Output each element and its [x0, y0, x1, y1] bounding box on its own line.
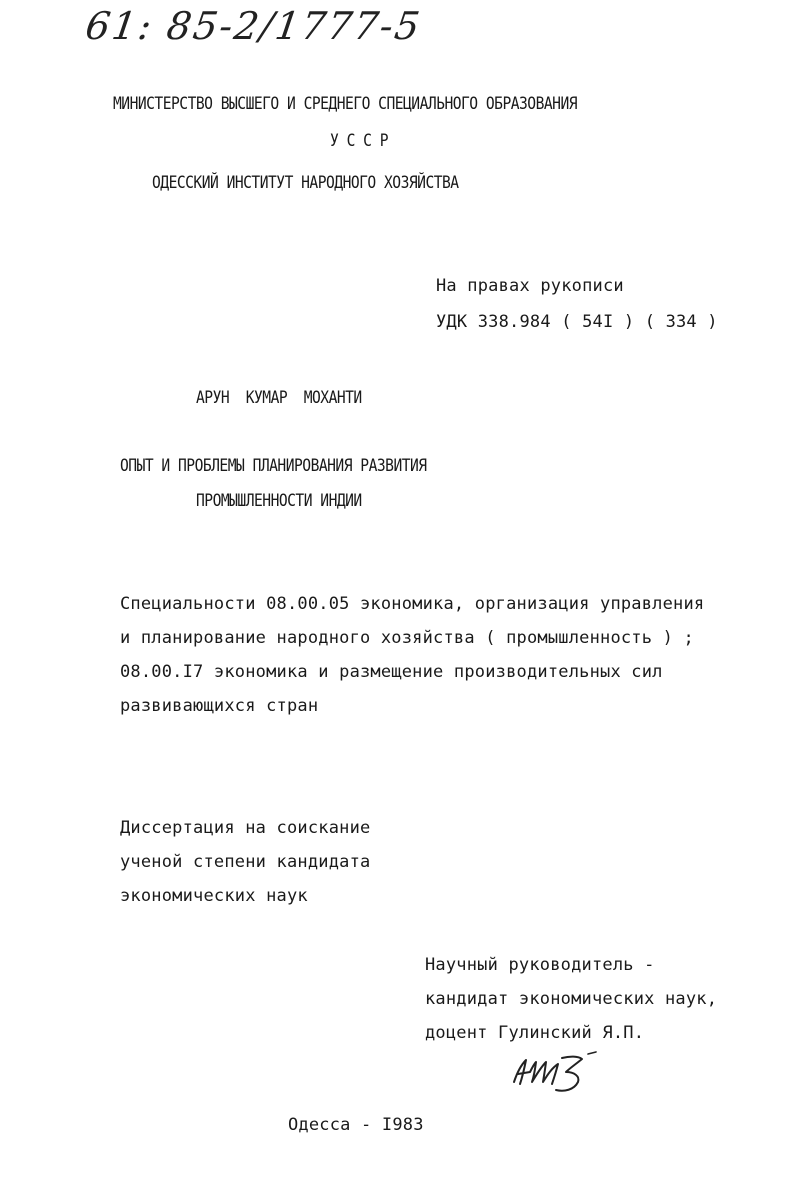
- specialty-line-2: и планирование народного хозяйства ( промышленность ) ;: [120, 628, 694, 648]
- republic-heading: У С С Р: [330, 131, 389, 151]
- city-year: Одесса - I983: [288, 1115, 424, 1135]
- author-name: АРУН КУМАР МОХАНТИ: [196, 388, 362, 408]
- thesis-title-line-2: ПРОМЫШЛЕННОСТИ ИНДИИ: [196, 491, 362, 511]
- supervisor-line-3: доцент Гулинский Я.П.: [425, 1023, 645, 1043]
- supervisor-line-1: Научный руководитель -: [425, 955, 655, 975]
- archive-number: 61: 85-2/1777-5: [82, 4, 425, 48]
- thesis-title-line-1: ОПЫТ И ПРОБЛЕМЫ ПЛАНИРОВАНИЯ РАЗВИТИЯ: [120, 456, 427, 476]
- ministry-heading: МИНИСТЕРСТВО ВЫСШЕГО И СРЕДНЕГО СПЕЦИАЛЬНОГО ОБРАЗОВАНИЯ: [113, 94, 578, 114]
- supervisor-signature: [508, 1050, 608, 1100]
- udk-code: УДК 338.984 ( 54I ) ( 334 ): [436, 312, 718, 332]
- manuscript-rights: На правах рукописи: [436, 276, 624, 296]
- specialty-line-4: развивающихся стран: [120, 696, 319, 716]
- specialty-line-1: Специальности 08.00.05 экономика, организация управления: [120, 594, 705, 614]
- supervisor-line-2: кандидат экономических наук,: [425, 989, 718, 1009]
- specialty-line-3: 08.00.I7 экономика и размещение производительных сил: [120, 662, 663, 682]
- dissertation-line-2: ученой степени кандидата: [120, 852, 371, 872]
- institute-heading: ОДЕССКИЙ ИНСТИТУТ НАРОДНОГО ХОЗЯЙСТВА: [152, 173, 459, 193]
- dissertation-line-1: Диссертация на соискание: [120, 818, 371, 838]
- dissertation-line-3: экономических наук: [120, 886, 308, 906]
